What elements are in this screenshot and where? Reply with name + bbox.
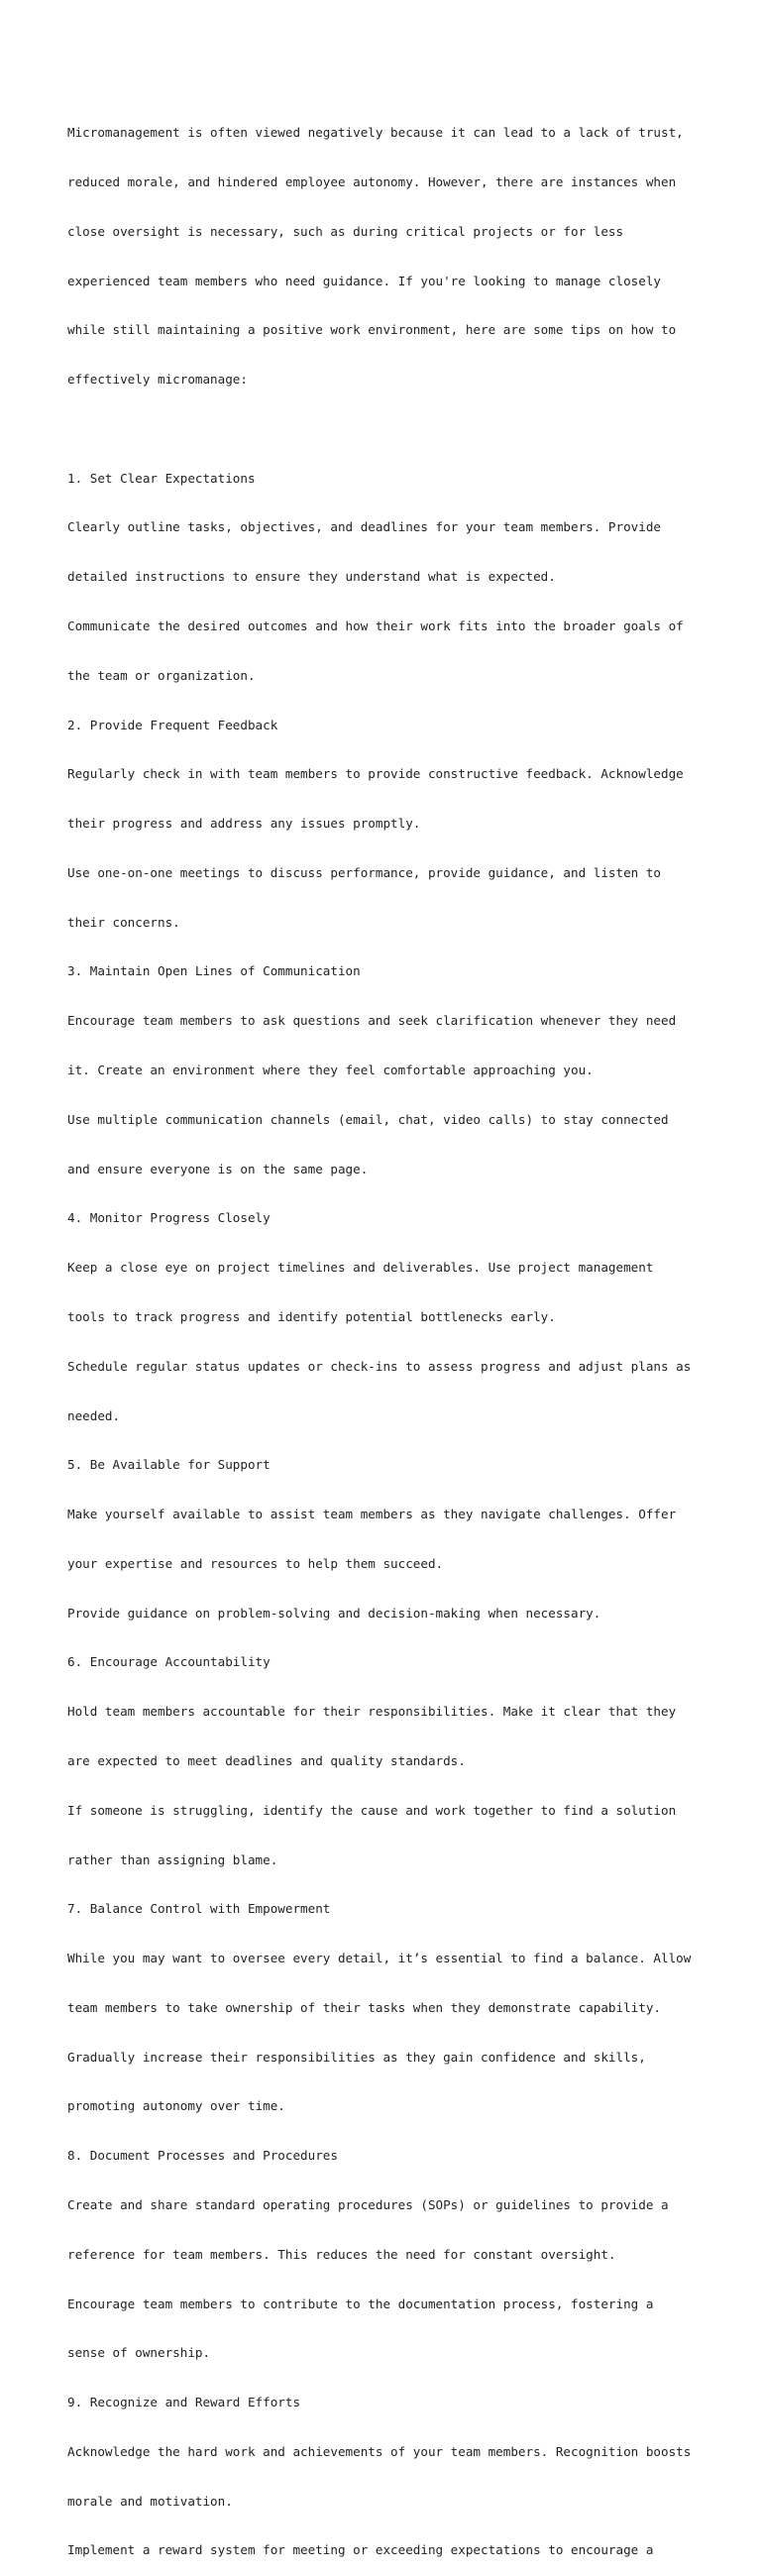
text-line: Gradually increase their responsibilities as they gain confidence and skills, [67,2049,646,2065]
text-line: Implement a reward system for meeting or exceeding expectations to encourage a [67,2542,654,2558]
text-line: Make yourself available to assist team members as they navigate challenges. Offer [67,1507,677,1522]
text-line: While you may want to oversee every detail, it’s essential to find a balance. Allow [67,1951,692,1966]
text-line: experienced team members who need guidance. If you're looking to manage closely [67,273,661,288]
text-line: Hold team members accountable for their responsibilities. Make it clear that they [67,1704,677,1720]
section-heading: 9. Recognize and Reward Efforts [67,2395,301,2410]
section-heading: 3. Maintain Open Lines of Communication [67,963,361,979]
text-line: detailed instructions to ensure they understand what is expected. [67,569,556,585]
text-line: it. Create an environment where they feel comfortable approaching you. [67,1063,594,1078]
blank-line [67,421,711,438]
text-line: and ensure everyone is on the same page. [67,1161,369,1176]
text-line: Regularly check in with team members to provide constructive feedback. Acknowledge [67,766,684,782]
text-line: Use one-on-one meetings to discuss performance, provide guidance, and listen to [67,864,661,880]
text-line: Acknowledge the hard work and achievements of your team members. Recognition boosts [67,2443,692,2459]
text-line: Schedule regular status updates or check-ins to assess progress and adjust plans as [67,1358,692,1374]
section-heading: 6. Encourage Accountability [67,1654,271,1670]
text-line: tools to track progress and identify potential bottlenecks early. [67,1308,556,1324]
text-line: reduced morale, and hindered employee autonomy. However, there are instances when [67,173,677,189]
text-line: rather than assigning blame. [67,1851,278,1867]
text-line: morale and motivation. [67,2493,233,2509]
text-line: Communicate the desired outcomes and how their work fits into the broader goals of [67,618,684,633]
text-line: effectively micromanage: [67,372,248,388]
text-line: the team or organization. [67,667,256,683]
text-line: their concerns. [67,914,180,930]
text-line: Use multiple communication channels (email, chat, video calls) to stay connected [67,1111,669,1127]
section-heading: 5. Be Available for Support [67,1457,271,1473]
text-line: their progress and address any issues promptly. [67,816,421,832]
text-line: sense of ownership. [67,2345,211,2361]
section-heading: 2. Provide Frequent Feedback [67,717,278,732]
section-heading: 8. Document Processes and Procedures [67,2148,338,2164]
section-heading: 4. Monitor Progress Closely [67,1210,271,1226]
document-page [67,92,711,2576]
text-line: Encourage team members to contribute to the documentation process, fostering a [67,2296,654,2311]
text-line: needed. [67,1407,121,1423]
text-line: Clearly outline tasks, objectives, and deadlines for your team members. Provide [67,519,661,535]
section-heading: 7. Balance Control with Empowerment [67,1901,331,1917]
text-line: team members to take ownership of their tasks when they demonstrate capability. [67,1999,661,2015]
text-line: reference for team members. This reduces the need for constant oversight. [67,2246,616,2262]
text-line: are expected to meet deadlines and quality standards. [67,1752,466,1768]
text-line: promoting autonomy over time. [67,2098,285,2114]
text-line: Micromanagement is often viewed negatively because it can lead to a lack of trust, [67,125,684,141]
text-line: Create and share standard operating procedures (SOPs) or guidelines to provide a [67,2197,669,2212]
text-line: while still maintaining a positive work environment, here are some tips on how to [67,322,677,338]
text-line: Encourage team members to ask questions and seek clarification whenever they need [67,1013,677,1029]
text-line: your expertise and resources to help them succeed. [67,1555,444,1571]
text-line: If someone is struggling, identify the cause and work together to find a solution [67,1802,677,1818]
text-line: Provide guidance on problem-solving and decision-making when necessary. [67,1605,601,1621]
text-line: Keep a close eye on project timelines and deliverables. Use project management [67,1260,654,1276]
section-heading: 1. Set Clear Expectations [67,470,256,486]
text-line: close oversight is necessary, such as during critical projects or for less [67,223,624,239]
